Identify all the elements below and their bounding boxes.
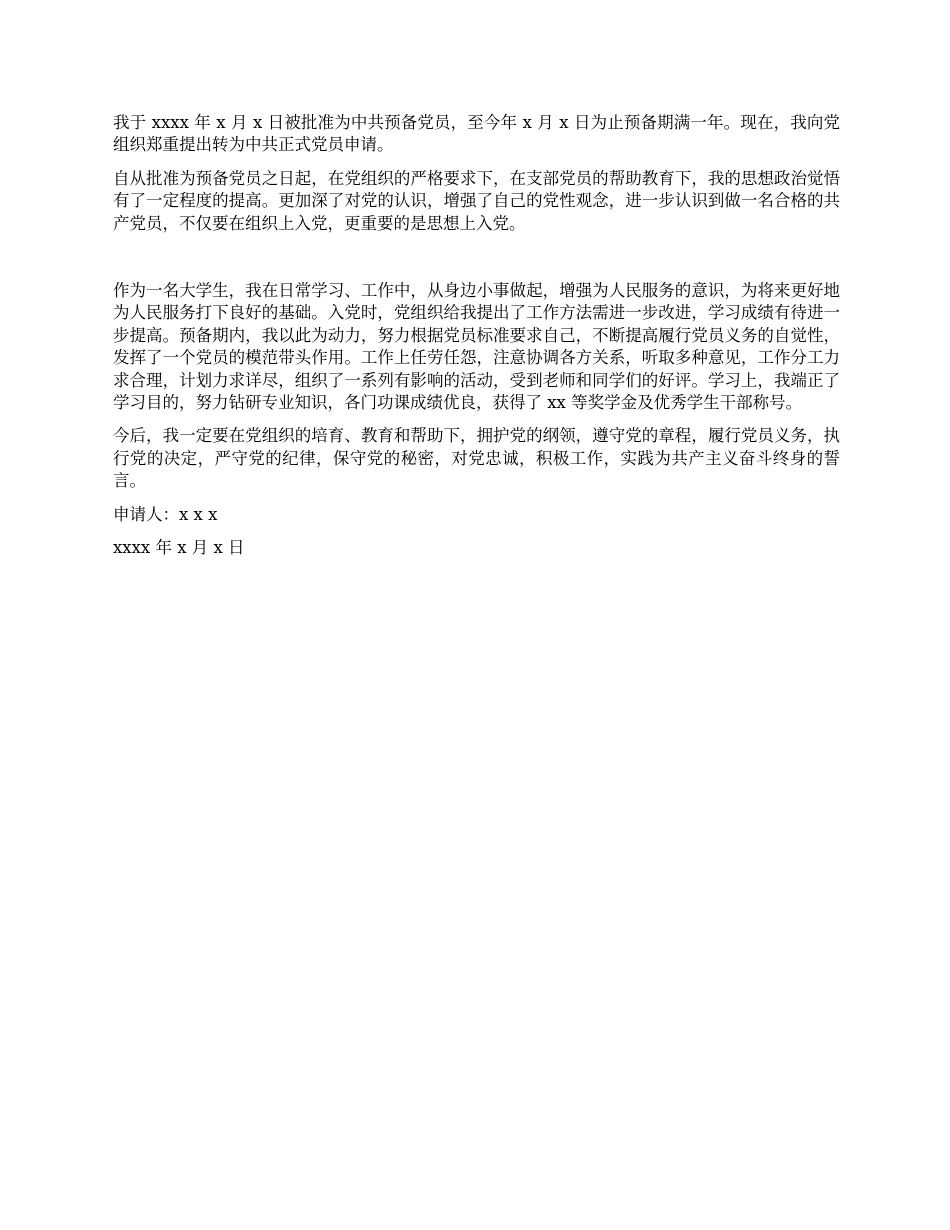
date-line: xxxx 年 x 月 x 日: [113, 538, 245, 558]
paragraph-probation-reflection: 自从批准为预备党员之日起，在党组织的严格要求下，在支部党员的帮助教育下，我的思想政治觉悟有了一定程度的提高。更加深了对党的认识，增强了自己的党性观念，进一步认识到做一名合格的共产党员，不仅要在组织上入党，更重要的是思想上入党。: [113, 168, 840, 233]
paragraph-study-and-work: 作为一名大学生，我在日常学习、工作中，从身边小事做起，增强为人民服务的意识，为将来更好地为人民服务打下良好的基础。入党时，党组织给我提出了工作方法需进一步改进，学习成绩有待进一步提高。预备期内，我以此为动力，努力根据党员标准要求自己，不断提高履行党员义务的自觉性，发挥了一个党员的模范带头作用。工作上任劳任怨，注意协调各方关系，听取多种意见，工作分工力求合理，计划力求详尽，组织了一系列有影响的活动，受到老师和同学们的好评。学习上，我端正了学习目的，努力钻研专业知识，各门功课成绩优良，获得了 xx 等奖学金及优秀学生干部称号。: [113, 281, 840, 413]
document-body: [113, 112, 840, 571]
paragraph-application-statement: 我于 xxxx 年 x 月 x 日被批准为中共预备党员，至今年 x 月 x 日为止预备期满一年。现在，我向党组织郑重提出转为中共正式党员申请。: [113, 113, 840, 155]
paragraph-future-pledge: 今后，我一定要在党组织的培育、教育和帮助下，拥护党的纲领，遵守党的章程，履行党员义务，执行党的决定，严守党的纪律，保守党的秘密，对党忠诚，积极工作，实践为共产主义奋斗终身的誓言。: [113, 426, 840, 491]
applicant-signature-line: 申请人：x x x: [113, 504, 218, 524]
paragraph-spacer: [113, 246, 840, 280]
